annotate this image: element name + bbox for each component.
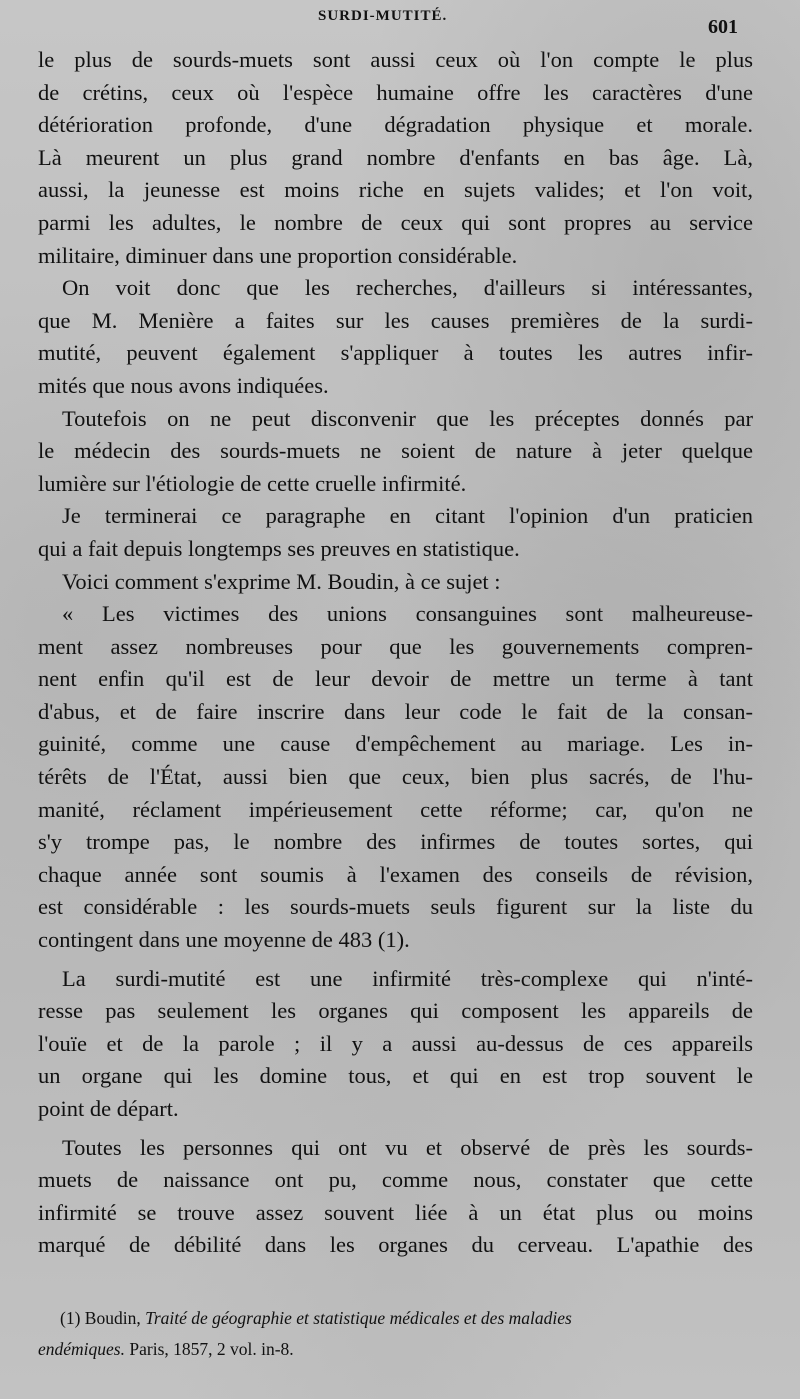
text-line: le plus de sourds-muets sont aussi ceux où l'on compte le plus bbox=[38, 47, 753, 72]
text-line: point de départ. bbox=[38, 1096, 179, 1121]
text-line: muets de naissance ont pu, comme nous, constater que cette bbox=[38, 1167, 753, 1193]
footnote-author: Boudin, bbox=[84, 1308, 141, 1328]
text-line: ment assez nombreuses pour que les gouvernements compren- bbox=[38, 633, 753, 659]
text-line: d'abus, et de faire inscrire dans leur code le fait de la consan- bbox=[38, 698, 753, 724]
text-line: Là meurent un plus grand nombre d'enfants en bas âge. Là, bbox=[38, 144, 753, 170]
paragraph-7 bbox=[38, 963, 753, 1126]
text-line: que M. Menière a faites sur les causes premières de la surdi- bbox=[38, 307, 753, 333]
text-line: La surdi-mutité est une infirmité très-complexe qui n'inté- bbox=[62, 965, 753, 991]
text-line: un organe qui les domine tous, et qui en est trop souvent le bbox=[38, 1063, 753, 1089]
quotation-paragraph bbox=[38, 598, 753, 957]
text-line: lumière sur l'étiologie de cette cruelle infirmité. bbox=[38, 470, 467, 496]
body-text bbox=[38, 44, 753, 1262]
text-line: Voici comment s'exprime M. Boudin, à ce sujet : bbox=[62, 568, 501, 594]
page-header bbox=[0, 6, 800, 38]
text-line: s'y trompe pas, le nombre des infirmes de toutes sortes, qui bbox=[38, 829, 753, 855]
text-line: nent enfin qu'il est de leur devoir de mettre un terme à tant bbox=[38, 666, 753, 692]
text-line: infirmité se trouve assez souvent liée à un état plus ou moins bbox=[38, 1199, 753, 1225]
footnote-title: Traité de géographie et statistique médicales et des maladies bbox=[145, 1308, 572, 1328]
text-line: Toutes les personnes qui ont vu et observé de près les sourds- bbox=[62, 1134, 753, 1160]
text-line: manité, réclament impérieusement cette réforme; car, qu'on ne bbox=[38, 796, 753, 822]
text-line: Je terminerai ce paragraphe en citant l'opinion d'un praticien bbox=[62, 503, 753, 529]
text-line: térêts de l'État, aussi bien que ceux, bien plus sacrés, de l'hu- bbox=[38, 764, 753, 790]
footnote-imprint: Paris, 1857, 2 vol. in-8. bbox=[129, 1339, 294, 1359]
footnote bbox=[38, 1303, 753, 1365]
text-line: le médecin des sourds-muets ne soient de nature à jeter quelque bbox=[38, 438, 753, 464]
text-line: resse pas seulement les organes qui composent les appareils de bbox=[38, 998, 753, 1024]
text-line: contingent dans une moyenne de 483 (1). bbox=[38, 927, 410, 953]
text-line: qui a fait depuis longtemps ses preuves en statistique. bbox=[38, 535, 520, 561]
paragraph-8 bbox=[38, 1132, 753, 1262]
paragraph-3 bbox=[38, 403, 753, 501]
text-line: de crétins, ceux où l'espèce humaine offre les caractères d'une bbox=[38, 79, 753, 105]
text-line: est considérable : les sourds-muets seuls figurent sur la liste du bbox=[38, 894, 753, 920]
text-line: parmi les adultes, le nombre de ceux qui sont propres au service bbox=[38, 209, 753, 235]
paragraph-1 bbox=[38, 44, 753, 272]
text-line: détérioration profonde, d'une dégradation physique et morale. bbox=[38, 112, 753, 138]
text-line: marqué de débilité dans les organes du cerveau. L'apathie des bbox=[38, 1232, 753, 1258]
text-line: mités que nous avons indiquées. bbox=[38, 372, 329, 398]
text-line: mutité, peuvent également s'appliquer à toutes les autres infir- bbox=[38, 340, 753, 366]
paragraph-2 bbox=[38, 272, 753, 402]
footnote-title-continued: endémiques. bbox=[38, 1339, 125, 1359]
footnote-marker: (1) bbox=[60, 1308, 81, 1328]
text-line: « Les victimes des unions consanguines sont malheureuse- bbox=[62, 601, 753, 627]
text-line: guinité, comme une cause d'empêchement au mariage. Les in- bbox=[38, 731, 753, 757]
footnote-line bbox=[38, 1334, 753, 1365]
text-line: Toutefois on ne peut disconvenir que les préceptes donnés par bbox=[62, 405, 753, 431]
text-line: chaque année sont soumis à l'examen des conseils de révision, bbox=[38, 861, 753, 887]
running-title: SURDI-MUTITÉ. bbox=[318, 8, 448, 24]
page-number: 601 bbox=[708, 16, 738, 38]
footnote-line bbox=[38, 1303, 753, 1334]
text-line: l'ouïe et de la parole ; il y a aussi au-dessus de ces appareils bbox=[38, 1030, 753, 1056]
text-line: aussi, la jeunesse est moins riche en sujets valides; et l'on voit, bbox=[38, 177, 753, 203]
text-line: militaire, diminuer dans une proportion considérable. bbox=[38, 242, 518, 268]
paragraph-4 bbox=[38, 500, 753, 565]
paragraph-5 bbox=[38, 566, 753, 599]
text-line: On voit donc que les recherches, d'ailleurs si intéressantes, bbox=[62, 275, 753, 301]
